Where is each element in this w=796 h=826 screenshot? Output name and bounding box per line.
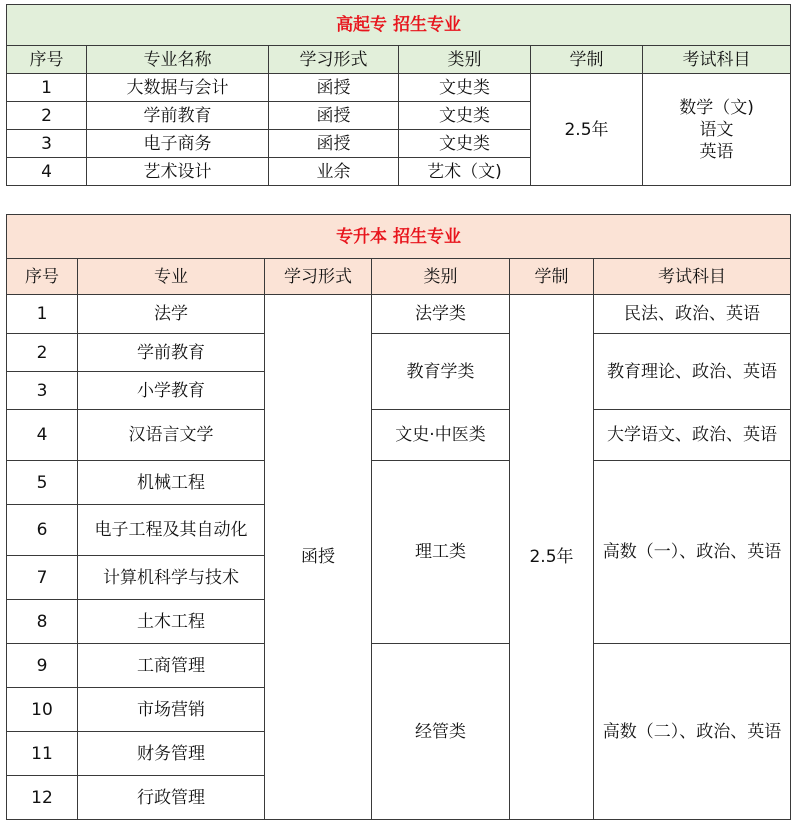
row-number: 3 [7, 130, 87, 158]
study-form: 函授 [265, 295, 372, 820]
header-major: 专业 [78, 259, 265, 295]
row-number: 10 [7, 688, 78, 732]
row-number: 3 [7, 372, 78, 410]
table-row [7, 295, 791, 334]
row-number: 4 [7, 410, 78, 461]
major-name: 电子商务 [87, 130, 269, 158]
table-row [7, 334, 791, 372]
major-name: 电子工程及其自动化 [78, 505, 265, 556]
exam-subjects: 教育理论、政治、英语 [594, 334, 791, 410]
category: 理工类 [372, 461, 510, 644]
row-number: 9 [7, 644, 78, 688]
header-exam-subjects: 考试科目 [643, 46, 791, 74]
header-number: 序号 [7, 46, 87, 74]
major-name: 学前教育 [87, 102, 269, 130]
exam-subject-line: 语文 [699, 119, 734, 140]
header-duration: 学制 [510, 259, 594, 295]
exam-subject-line: 英语 [699, 141, 734, 162]
row-number: 6 [7, 505, 78, 556]
study-form: 函授 [269, 130, 399, 158]
major-name: 大数据与会计 [87, 74, 269, 102]
category: 文史类 [399, 102, 531, 130]
associate-degree-table [6, 4, 791, 186]
table-row [7, 461, 791, 505]
major-name: 市场营销 [78, 688, 265, 732]
row-number: 1 [7, 74, 87, 102]
row-number: 7 [7, 556, 78, 600]
major-name: 学前教育 [78, 334, 265, 372]
row-number: 5 [7, 461, 78, 505]
table2-title: 专升本 招生专业 [7, 215, 791, 259]
exam-subjects: 高数（一）、政治、英语 [594, 461, 791, 644]
header-category: 类别 [372, 259, 510, 295]
major-name: 小学教育 [78, 372, 265, 410]
row-number: 2 [7, 334, 78, 372]
major-name: 土木工程 [78, 600, 265, 644]
row-number: 12 [7, 776, 78, 820]
duration: 2.5年 [531, 74, 643, 186]
exam-subjects: 高数（二）、政治、英语 [594, 644, 791, 820]
header-category: 类别 [399, 46, 531, 74]
category: 文史类 [399, 130, 531, 158]
study-form: 函授 [269, 102, 399, 130]
major-name: 计算机科学与技术 [78, 556, 265, 600]
exam-subjects [643, 74, 791, 186]
category: 法学类 [372, 295, 510, 334]
header-study-form: 学习形式 [269, 46, 399, 74]
table1-title: 高起专 招生专业 [7, 5, 791, 46]
row-number: 2 [7, 102, 87, 130]
major-name: 财务管理 [78, 732, 265, 776]
table-row [7, 410, 791, 461]
exam-subjects: 大学语文、政治、英语 [594, 410, 791, 461]
table-row [7, 644, 791, 688]
row-number: 4 [7, 158, 87, 186]
major-name: 法学 [78, 295, 265, 334]
category: 艺术（文) [399, 158, 531, 186]
row-number: 11 [7, 732, 78, 776]
study-form: 函授 [269, 74, 399, 102]
major-name: 工商管理 [78, 644, 265, 688]
header-number: 序号 [7, 259, 78, 295]
exam-subjects: 民法、政治、英语 [594, 295, 791, 334]
category: 经管类 [372, 644, 510, 820]
category: 教育学类 [372, 334, 510, 410]
table-row [7, 74, 791, 102]
major-name: 机械工程 [78, 461, 265, 505]
category: 文史类 [399, 74, 531, 102]
major-name: 艺术设计 [87, 158, 269, 186]
header-exam-subjects: 考试科目 [594, 259, 791, 295]
major-name: 汉语言文学 [78, 410, 265, 461]
study-form: 业余 [269, 158, 399, 186]
header-major-name: 专业名称 [87, 46, 269, 74]
major-name: 行政管理 [78, 776, 265, 820]
row-number: 8 [7, 600, 78, 644]
duration: 2.5年 [510, 295, 594, 820]
exam-subject-line: 数学（文) [679, 97, 754, 118]
header-study-form: 学习形式 [265, 259, 372, 295]
upgrade-bachelor-table [6, 214, 791, 820]
header-duration: 学制 [531, 46, 643, 74]
category: 文史·中医类 [372, 410, 510, 461]
row-number: 1 [7, 295, 78, 334]
